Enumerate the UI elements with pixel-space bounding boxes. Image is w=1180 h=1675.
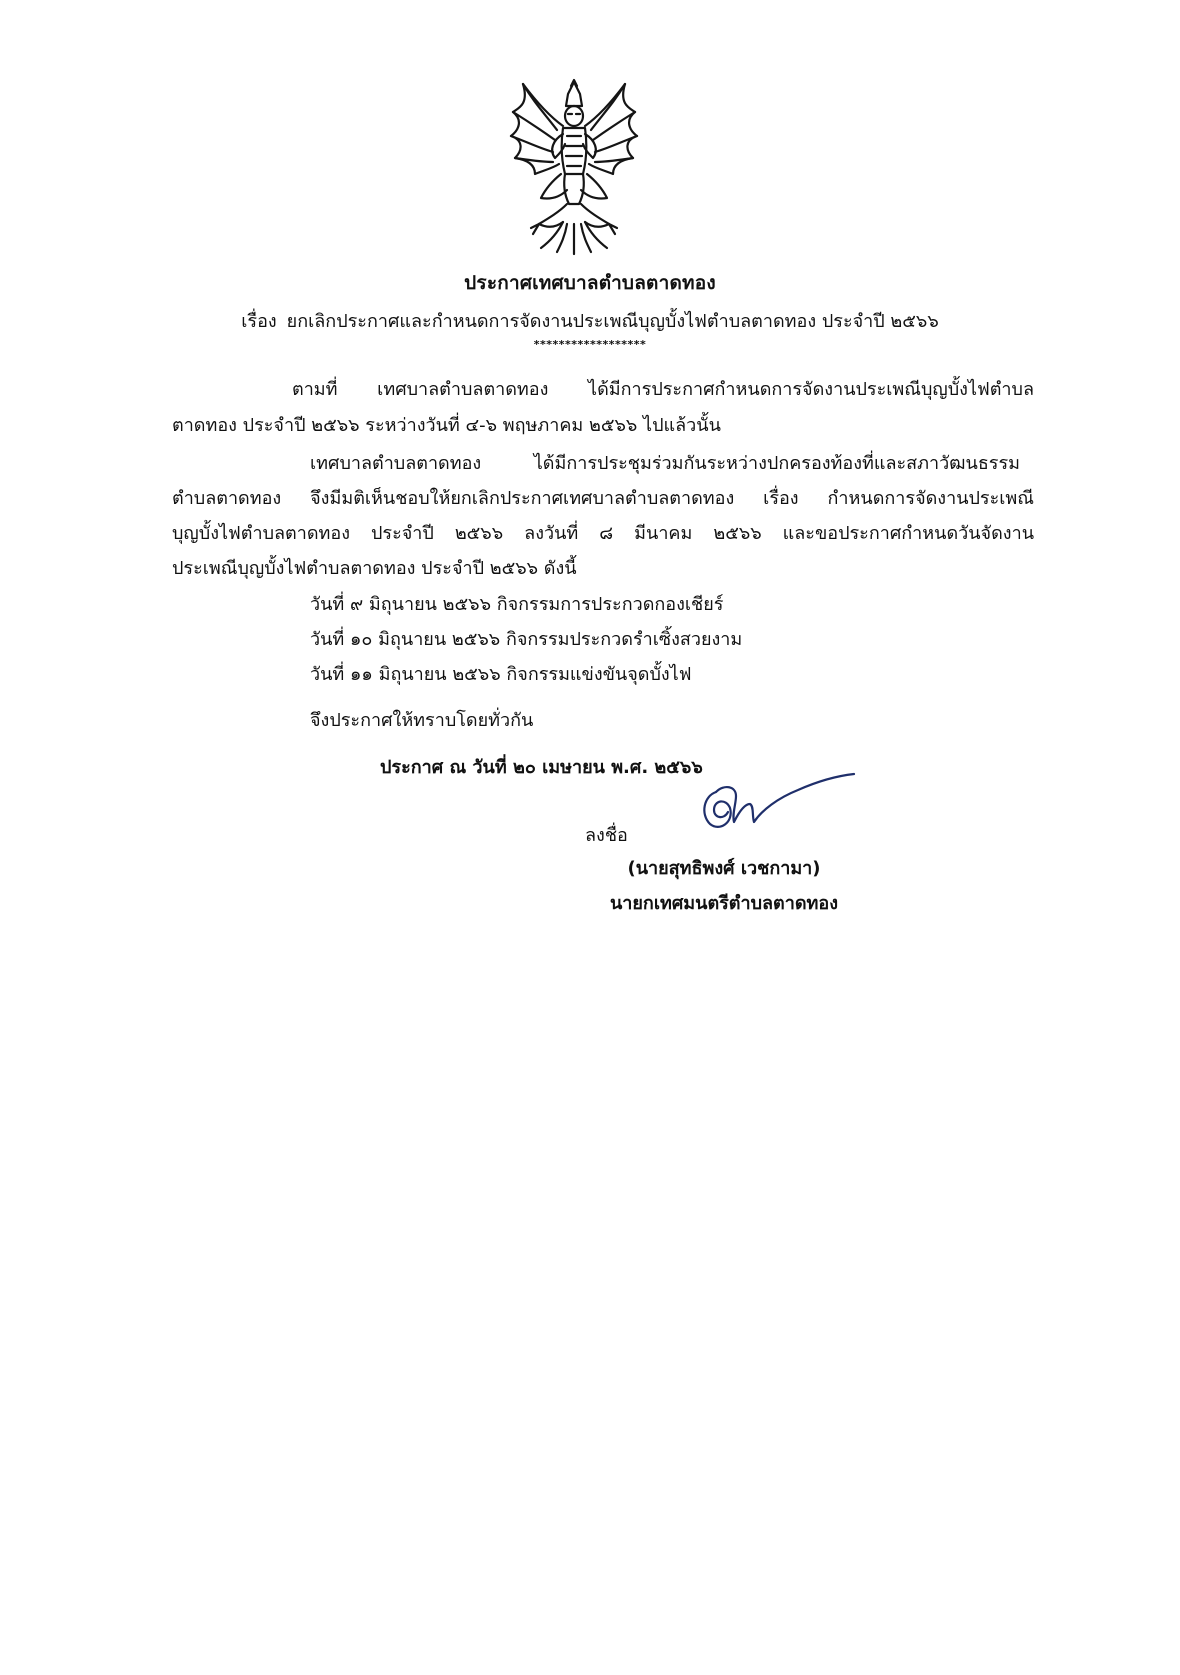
schedule-item: วันที่ ๑๐ มิถุนายน ๒๕๖๖ กิจกรรมประกวดรำเซิ้งสวยงาม — [310, 629, 743, 650]
para2-line1: เทศบาลตำบลตาดทอง ได้มีการประชุมร่วมกันระหว่างปกครองท้องที่และสภาวัฒนธรรม — [310, 453, 1020, 474]
signer-name: (นายสุทธิพงศ์ เวชกามา) — [627, 858, 821, 879]
announced-date: ประกาศ ณ วันที่ ๒๐ เมษายน พ.ศ. ๒๕๖๖ — [380, 757, 703, 778]
para1-line1: ตามที่ เทศบาลตำบลตาดทอง ได้มีการประกาศกำหนดการจัดงานประเพณีบุญบั้งไฟตำบล — [292, 379, 1034, 400]
separator-line: ****************** — [533, 338, 647, 351]
handwritten-signature — [690, 770, 860, 834]
para2-line3: บุญบั้งไฟตำบลตาดทอง ประจำปี ๒๕๖๖ ลงวันที่ ๘ มีนาคม ๒๕๖๖ และขอประกาศกำหนดวันจัดงาน — [172, 523, 1034, 544]
garuda-emblem-icon — [505, 78, 643, 256]
closing-statement: จึงประกาศให้ทราบโดยทั่วกัน — [310, 710, 534, 731]
signer-position: นายกเทศมนตรีตำบลตาดทอง — [609, 893, 839, 914]
schedule-item: วันที่ ๙ มิถุนายน ๒๕๖๖ กิจกรรมการประกวดกองเชียร์ — [310, 594, 724, 615]
schedule-item: วันที่ ๑๑ มิถุนายน ๒๕๖๖ กิจกรรมแข่งขันจุดบั้งไฟ — [310, 664, 692, 685]
subject-text: ยกเลิกประกาศและกำหนดการจัดงานประเพณีบุญบั้งไฟตำบลตาดทอง ประจำปี ๒๕๖๖ — [286, 311, 939, 332]
sign-label: ลงชื่อ — [585, 825, 628, 846]
announcement-subject — [0, 306, 1180, 335]
subject-label: เรื่อง — [241, 311, 277, 332]
announcement-title: ประกาศเทศบาลตำบลตาดทอง — [464, 272, 716, 294]
para2-line4: ประเพณีบุญบั้งไฟตำบลตาดทอง ประจำปี ๒๕๖๖ ดังนี้ — [172, 558, 577, 579]
para2-line2: ตำบลตาดทอง จึงมีมติเห็นชอบให้ยกเลิกประกาศเทศบาลตำบลตาดทอง เรื่อง กำหนดการจัดงานประเพณี — [172, 488, 1034, 509]
para1-line2: ตาดทอง ประจำปี ๒๕๖๖ ระหว่างวันที่ ๔-๖ พฤษภาคม ๒๕๖๖ ไปแล้วนั้น — [172, 415, 721, 436]
